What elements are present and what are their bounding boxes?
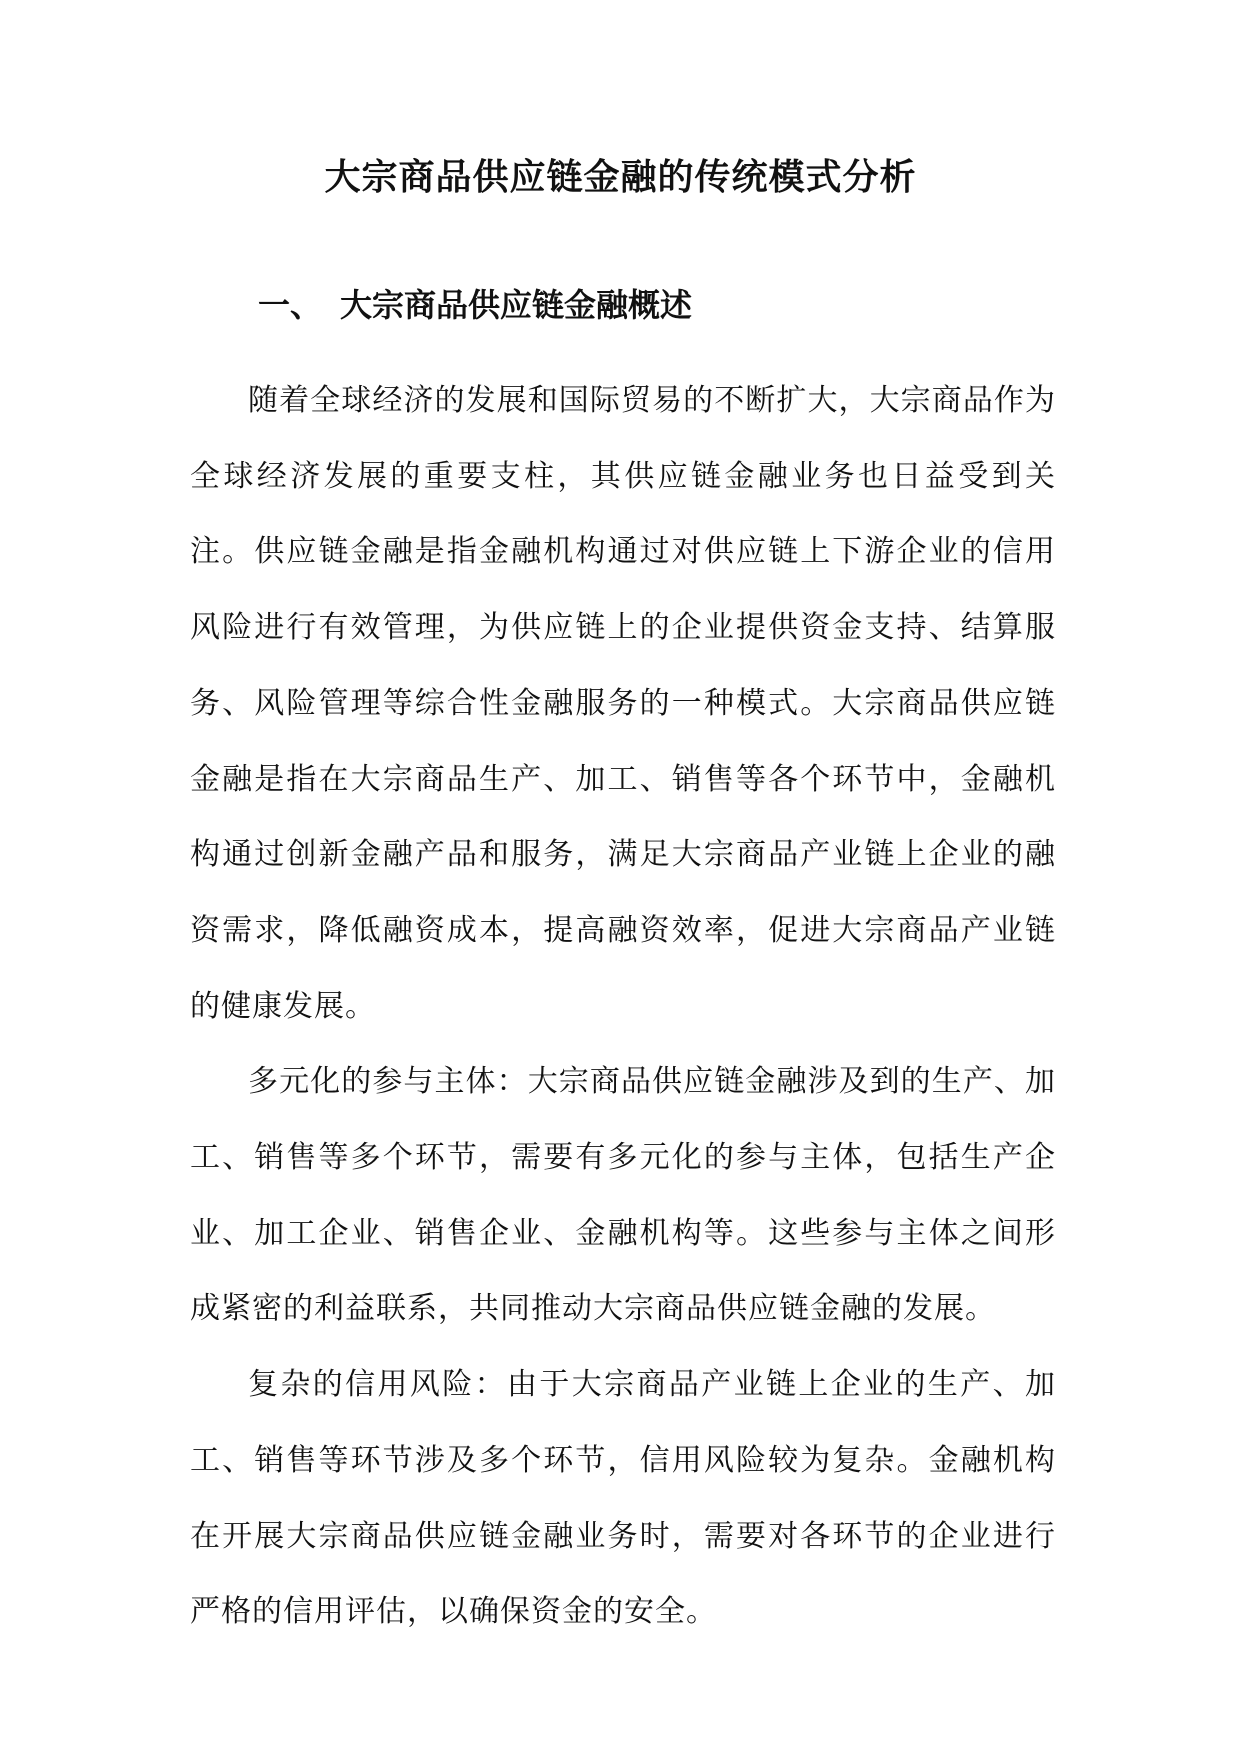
body-text — [190, 363, 1056, 1650]
section-heading — [258, 280, 692, 330]
paragraph-overview: 随着全球经济的发展和国际贸易的不断扩大，大宗商品作为全球经济发展的重要支柱，其供应链金融业务也日益受到关注。供应链金融是指金融机构通过对供应链上下游企业的信用风险进行有效管理，为供应链上的企业提供资金支持、结算服务、风险管理等综合性金融服务的一种模式。大宗商品供应链金融是指在大宗商品生产、加工、销售等各个环节中，金融机构通过创新金融产品和服务，满足大宗商品产业链上企业的融资需求，降低融资成本，提高融资效率，促进大宗商品产业链的健康发展。 — [190, 383, 1056, 1024]
document-title: 大宗商品供应链金融的传统模式分析 — [324, 157, 917, 198]
section-title: 大宗商品供应链金融概述 — [340, 286, 693, 324]
paragraph-participants: 多元化的参与主体：大宗商品供应链金融涉及到的生产、加工、销售等多个环节，需要有多元化的参与主体，包括生产企业、加工企业、销售企业、金融机构等。这些参与主体之间形成紧密的利益联系，共同推动大宗商品供应链金融的发展。 — [190, 1064, 1056, 1327]
paragraph-credit-risk: 复杂的信用风险：由于大宗商品产业链上企业的生产、加工、销售等环节涉及多个环节，信用风险较为复杂。金融机构在开展大宗商品供应链金融业务时，需要对各环节的企业进行严格的信用评估，以确保资金的安全。 — [190, 1367, 1056, 1630]
section-number: 一、 — [258, 286, 323, 324]
